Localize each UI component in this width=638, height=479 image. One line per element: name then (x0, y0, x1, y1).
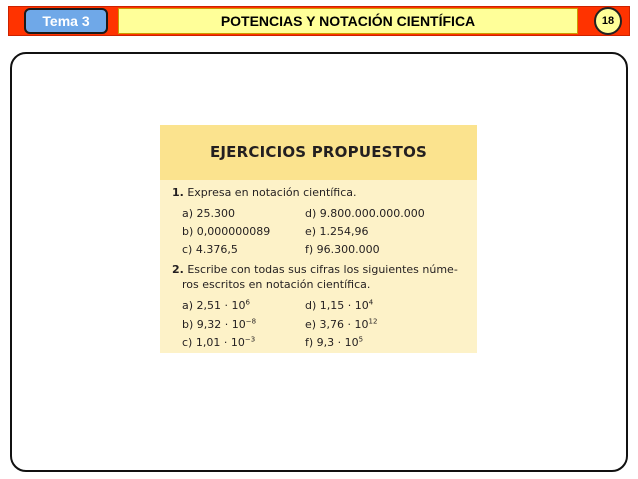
tema-badge: Tema 3 (24, 8, 108, 34)
q1-item-e: e) 1.254,96 (305, 225, 369, 238)
q2-item-b-base: b) 9,32 · 10 (182, 318, 246, 331)
exercise-heading-text: EJERCICIOS PROPUESTOS (209, 142, 428, 161)
q2-item-b-exponent: −8 (245, 317, 257, 326)
exercise-box (160, 125, 477, 353)
q1-number: 1. (172, 186, 184, 199)
q1-statement-line (172, 186, 357, 199)
q1-item-f: f) 96.300.000 (305, 243, 380, 256)
q2-item-d-base: d) 1,15 · 10 (305, 299, 369, 312)
q2-item-f (305, 336, 363, 349)
q1-item-a: a) 25.300 (182, 207, 236, 220)
q1-item-d: d) 9.800.000.000.000 (305, 207, 425, 220)
q1-item-b: b) 0,000000089 (182, 225, 271, 238)
q2-item-d (305, 299, 373, 312)
page-title: POTENCIAS Y NOTACIÓN CIENTÍFICA (118, 8, 578, 34)
exercise-heading (160, 125, 477, 180)
q1-statement: Expresa en notación científica. (187, 186, 357, 199)
q2-item-a-exponent: 6 (245, 298, 250, 307)
q1-item-c: c) 4.376,5 (182, 243, 238, 256)
q2-item-e-exponent: 12 (368, 317, 378, 326)
q2-statement-line-1 (172, 263, 458, 276)
q2-item-c (182, 336, 255, 349)
q2-statement-1: Escribe con todas sus cifras los siguientes núme- (187, 263, 458, 276)
q2-item-e (305, 318, 377, 331)
q2-item-f-exponent: 5 (358, 335, 364, 344)
q2-statement-line-2: ros escritos en notación científica. (182, 278, 371, 291)
q2-item-a (182, 299, 250, 312)
q2-item-c-exponent: −3 (244, 335, 256, 344)
q2-item-d-exponent: 4 (368, 298, 374, 307)
q2-item-b (182, 318, 256, 331)
page-number-badge: 18 (594, 7, 622, 35)
q2-item-c-base: c) 1,01 · 10 (182, 336, 245, 349)
q2-number: 2. (172, 263, 184, 276)
q2-item-e-base: e) 3,76 · 10 (305, 318, 369, 331)
q2-item-a-base: a) 2,51 · 10 (182, 299, 246, 312)
q2-item-f-base: f) 9,3 · 10 (305, 336, 359, 349)
